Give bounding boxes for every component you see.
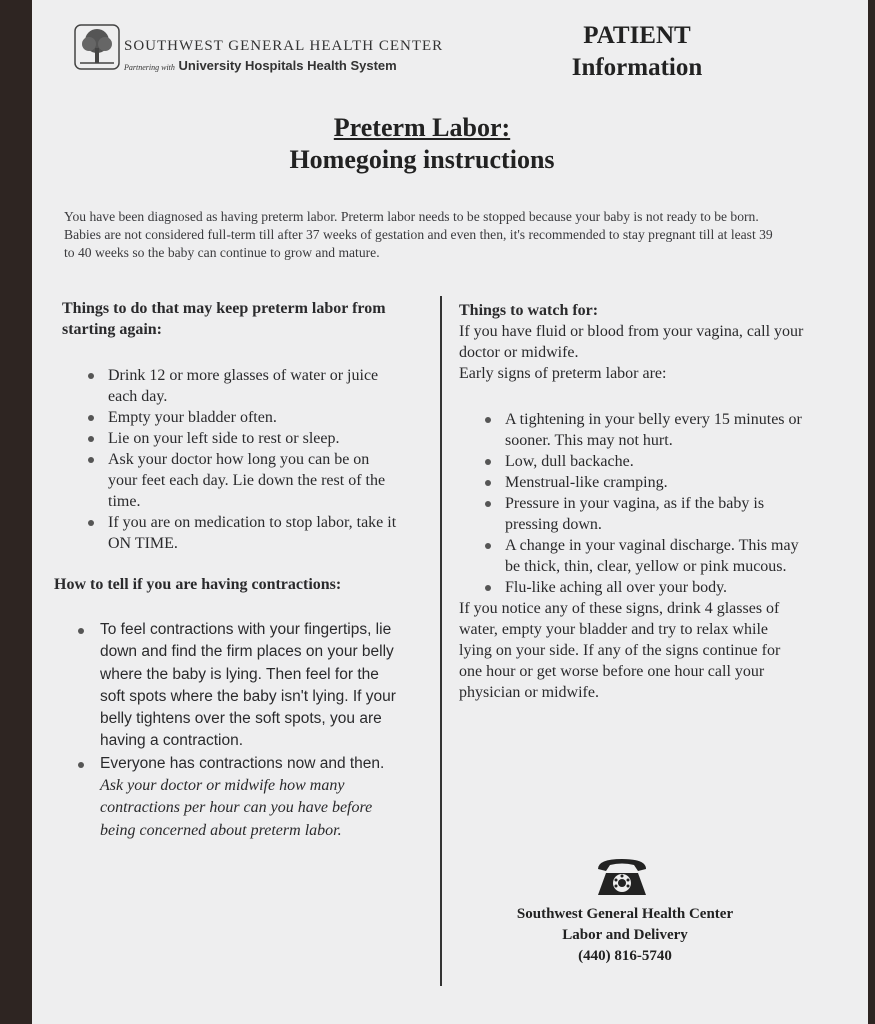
notice-instruction: If you notice any of these signs, drink 4 glasses of water, empty your bladder and try to relax while lying on your side. If any of the signs continue for one hour or get worse before one hour call your physician or midwife. bbox=[459, 600, 781, 701]
org-logo bbox=[74, 24, 444, 74]
patient-information-label bbox=[557, 20, 717, 84]
telephone-icon bbox=[594, 855, 650, 897]
list-item: A tightening in your belly every 15 minutes or sooner. This may not hurt. bbox=[505, 409, 804, 451]
list-item bbox=[100, 753, 399, 842]
org-tag-prefix: Partnering with bbox=[124, 63, 175, 72]
footer-phone: (440) 816-5740 bbox=[578, 948, 672, 964]
tree-logo-icon bbox=[74, 24, 120, 70]
early-signs-list bbox=[505, 409, 804, 598]
list-item: Drink 12 or more glasses of water or juice each day. bbox=[108, 365, 399, 407]
information-label: Information bbox=[571, 54, 703, 81]
list-item: To feel contractions with your fingertips, lie down and find the firm places on your belly where the baby is lying. Then feel for the soft spots where the baby isn't lying. If your belly tightens over the soft spots, you are having a contraction. bbox=[100, 619, 399, 753]
list-item: Flu-like aching all over your body. bbox=[505, 577, 804, 598]
contractions-list bbox=[100, 619, 399, 842]
list-item: If you are on medication to stop labor, take it ON TIME. bbox=[108, 512, 399, 554]
watch-for-heading: Things to watch for: bbox=[459, 302, 599, 319]
right-column bbox=[459, 300, 804, 703]
fluid-instruction: If you have fluid or blood from your vagina, call your doctor or midwife. bbox=[459, 323, 804, 361]
contractions-heading: How to tell if you are having contractions: bbox=[54, 576, 342, 593]
list-item: Lie on your left side to rest or sleep. bbox=[108, 428, 399, 449]
document-page bbox=[32, 0, 868, 1024]
prevention-heading: Things to do that may keep preterm labor from starting again: bbox=[62, 300, 386, 338]
prevention-list bbox=[108, 365, 399, 554]
patient-label: PATIENT bbox=[583, 22, 691, 49]
footer-department: Labor and Delivery bbox=[562, 927, 688, 943]
footer-org: Southwest General Health Center bbox=[516, 906, 734, 922]
title-line-2: Homegoing instructions bbox=[289, 145, 555, 174]
contact-footer bbox=[490, 904, 760, 967]
list-item: Pressure in your vagina, as if the baby is pressing down. bbox=[505, 493, 804, 535]
list-item: Low, dull backache. bbox=[505, 451, 804, 472]
intro-paragraph: You have been diagnosed as having preterm labor. Preterm labor needs to be stopped because your baby is not ready to be born. Babies are not considered full-term till after 37 weeks of gestation and even then, it's recommended to stay pregnant till at least 39 to 40 weeks so the baby can continue to grow and mature. bbox=[64, 209, 773, 260]
org-name: SOUTHWEST GENERAL HEALTH CENTER bbox=[124, 38, 444, 54]
list-item: A change in your vaginal discharge. This may be thick, thin, clear, yellow or pink mucous. bbox=[505, 535, 804, 577]
list-item: Ask your doctor how long you can be on your feet each day. Lie down the rest of the time. bbox=[108, 449, 399, 512]
left-column bbox=[54, 298, 399, 842]
page-title bbox=[32, 112, 812, 176]
title-line-1: Preterm Labor: bbox=[333, 113, 511, 142]
org-tag-name: University Hospitals Health System bbox=[178, 58, 397, 73]
list-item: Empty your bladder often. bbox=[108, 407, 399, 428]
list-item-italic-text: Ask your doctor or midwife how many contractions per hour can you have before being concerned about preterm labor. bbox=[100, 777, 373, 839]
org-tagline bbox=[124, 58, 397, 73]
early-signs-intro: Early signs of preterm labor are: bbox=[459, 365, 667, 382]
list-item-plain-text: Everyone has contractions now and then. bbox=[100, 754, 385, 772]
list-item: Menstrual-like cramping. bbox=[505, 472, 804, 493]
column-divider bbox=[440, 296, 442, 986]
